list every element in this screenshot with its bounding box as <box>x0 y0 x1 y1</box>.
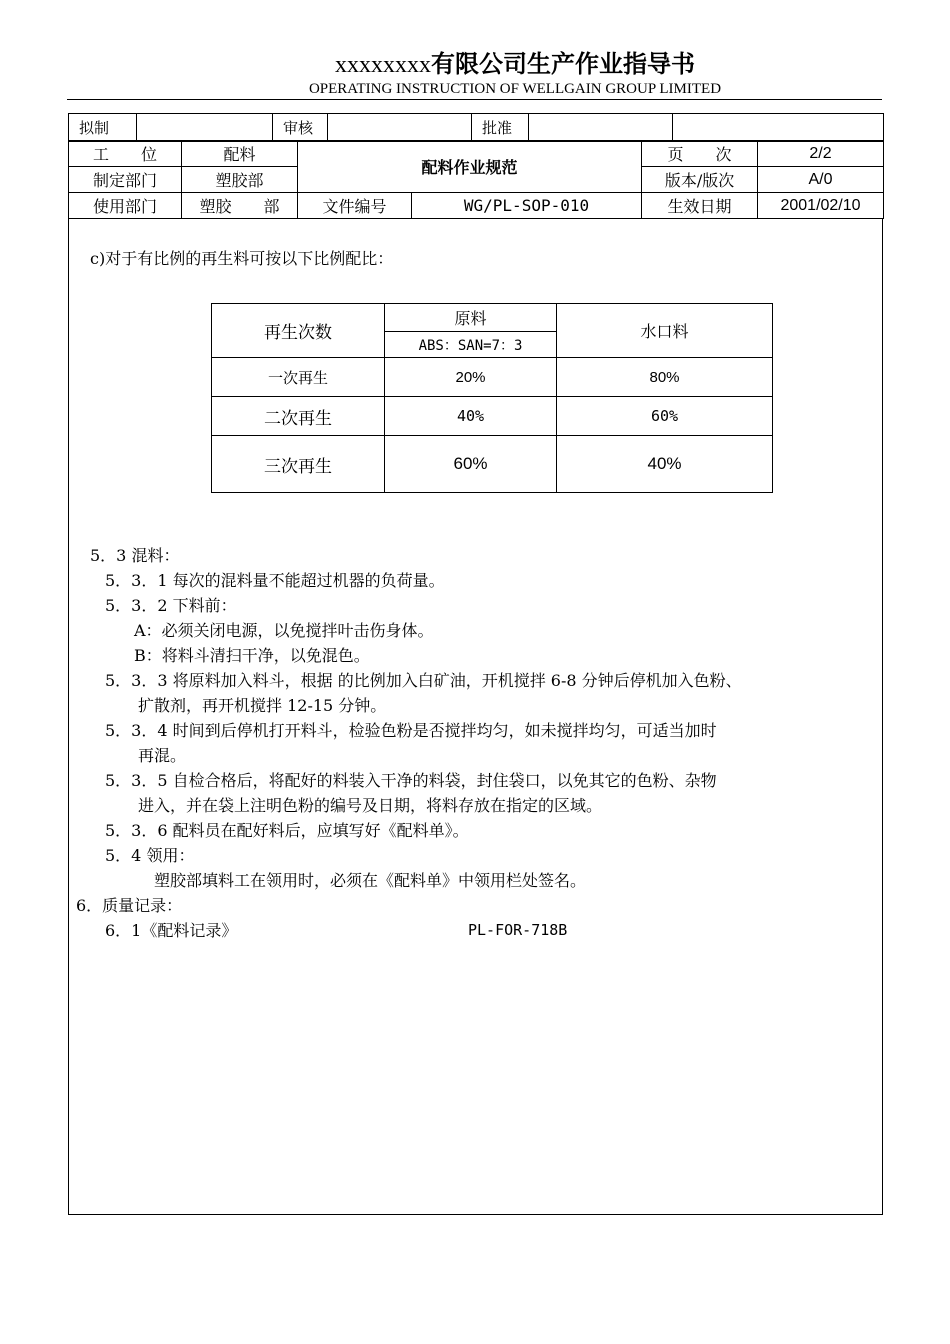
effective-value: 2001/02/10 <box>758 193 884 219</box>
row-sprue: 80% <box>557 358 773 397</box>
doc-info-table <box>68 140 884 219</box>
section-5-3-3-line2: 扩散剂，再开机搅拌 12-15 分钟。 <box>138 696 387 715</box>
section-5-3-1: 5．3．1 每次的混料量不能超过机器的负荷量。 <box>105 571 445 590</box>
ratio-table <box>211 303 773 493</box>
section-5-3-3-line1: 5．3．3 将原料加入料斗，根据 的比例加入白矿油，开机搅拌 6-8 分钟后停机加入色粉、 <box>105 671 742 690</box>
row-raw: 60% <box>385 436 557 493</box>
title-divider <box>67 99 882 100</box>
file-no-label: 文件编号 <box>298 193 412 219</box>
section-5-3-5-line1: 5．3．5 自检合格后，将配好的料装入干净的料袋，封住袋口，以免其它的色粉、杂物 <box>105 771 717 790</box>
row-sprue: 60% <box>557 397 773 436</box>
extra-field[interactable] <box>673 114 884 142</box>
user-dept-label: 使用部门 <box>69 193 182 219</box>
title-main: 有限公司生产作业指导书 <box>431 49 695 78</box>
section-5-3-2-b: B：将料斗清扫干净，以免混色。 <box>134 646 370 665</box>
section-5-3: 5．3 混料： <box>90 546 180 565</box>
title-prefix: xxxxxxxx <box>335 52 431 78</box>
file-no-value: WG/PL-SOP-010 <box>412 193 642 219</box>
row-raw: 20% <box>385 358 557 397</box>
doc-title: 配料作业规范 <box>298 141 642 193</box>
intro-text: c)对于有比例的再生料可按以下比例配比： <box>90 249 394 268</box>
section-5-3-6: 5．3．6 配料员在配好料后，应填写好《配料单》。 <box>105 821 469 840</box>
approved-label: 批准 <box>472 114 529 142</box>
section-5-3-2-a: A：必须关闭电源，以免搅拌叶击伤身体。 <box>134 621 434 640</box>
section-6-1: 6．1《配料记录》 <box>105 921 238 940</box>
col-header-sprue: 水口料 <box>557 304 773 358</box>
section-5-3-2: 5．3．2 下料前： <box>105 596 237 615</box>
col-header-raw: 原料 <box>385 304 557 332</box>
row-times: 三次再生 <box>212 436 385 493</box>
section-5-3-4-line1: 5．3．4 时间到后停机打开料斗，检验色粉是否搅拌均匀，如未搅拌均匀，可适当加时 <box>105 721 717 740</box>
col-header-raw-ratio: ABS：SAN=7：3 <box>385 332 557 358</box>
reviewed-label: 审核 <box>273 114 328 142</box>
page-value: 2/2 <box>758 141 884 167</box>
dept-label: 制定部门 <box>69 167 182 193</box>
station-label: 工 位 <box>69 141 182 167</box>
section-6: 6．质量记录： <box>76 896 183 915</box>
version-label: 版本/版次 <box>642 167 758 193</box>
table-row <box>212 358 773 397</box>
col-header-times: 再生次数 <box>212 304 385 358</box>
section-5-4: 5．4 领用： <box>105 846 195 865</box>
table-row <box>212 397 773 436</box>
section-5-3-5-line2: 进入，并在袋上注明色粉的编号及日期，将料存放在指定的区域。 <box>138 796 603 815</box>
row-raw: 40% <box>385 397 557 436</box>
approved-field[interactable] <box>529 114 673 142</box>
row-times: 一次再生 <box>212 358 385 397</box>
user-dept-value: 塑胶 部 <box>182 193 298 219</box>
document-subtitle: OPERATING INSTRUCTION OF WELLGAIN GROUP LIMITED <box>308 81 722 97</box>
section-6-1-code: PL-FOR-718B <box>468 921 568 939</box>
effective-label: 生效日期 <box>642 193 758 219</box>
drafted-field[interactable] <box>137 114 273 142</box>
dept-value: 塑胶部 <box>182 167 298 193</box>
drafted-label: 拟制 <box>69 114 137 142</box>
section-5-4-text: 塑胶部填料工在领用时，必须在《配料单》中领用栏处签名。 <box>154 871 587 890</box>
reviewed-field[interactable] <box>328 114 472 142</box>
version-value: A/0 <box>758 167 884 193</box>
section-5-3-4-line2: 再混。 <box>138 746 187 765</box>
document-title <box>0 48 950 81</box>
station-value: 配料 <box>182 141 298 167</box>
table-row <box>212 436 773 493</box>
row-times: 二次再生 <box>212 397 385 436</box>
approval-table <box>68 113 884 142</box>
row-sprue: 40% <box>557 436 773 493</box>
page-label: 页 次 <box>642 141 758 167</box>
